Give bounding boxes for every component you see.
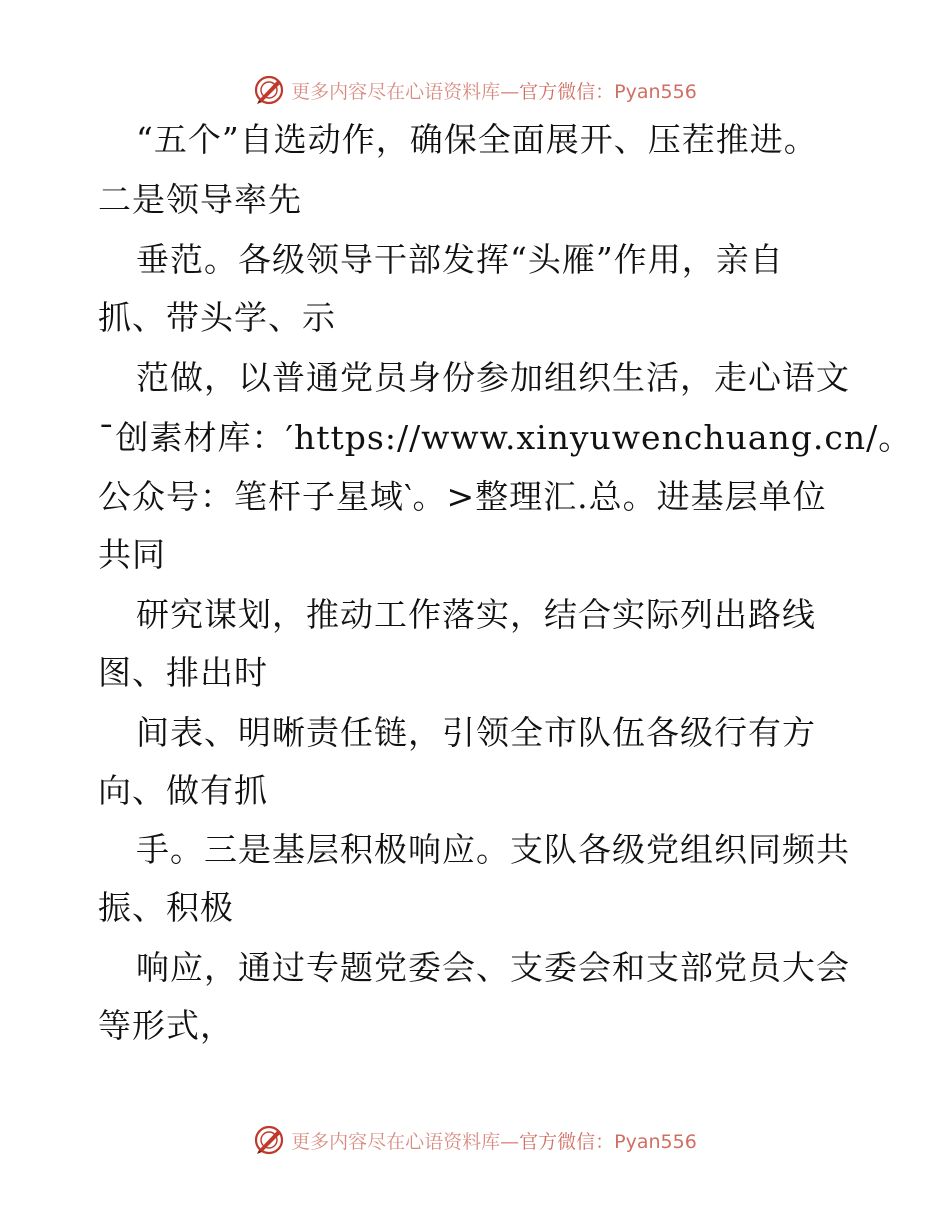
text-line: 垂范。各级领导干部发挥“头雁”作用，亲自 [136, 240, 784, 279]
pen-logo-icon [253, 74, 285, 106]
text-line: 抓、带头学、示 [98, 298, 336, 337]
text-line: 图、排出时 [98, 653, 268, 692]
wechat-id: 官方微信：Pyan556 [519, 1130, 697, 1153]
text-line: 公众号：笔杆子星域‵。>整理汇.总。进基层单位 [98, 477, 827, 516]
banner-text: 更多内容尽在心语资料库—官方微信：Pyan556 [291, 80, 697, 103]
text-line: 响应，通过专题党委会、支委会和支部党员大会 [136, 948, 850, 987]
text-line: 共同 [98, 535, 166, 574]
text-line: ¯创素材库：′https://www.xinyuwenchuang.cn/。 [98, 418, 913, 457]
text-line: 范做，以普通党员身份参加组织生活，走心语文 [136, 358, 850, 397]
text-line: 等形式， [98, 1006, 234, 1045]
text-line: 向、做有抓 [98, 771, 268, 810]
text-line: 间表、明晰责任链，引领全市队伍各级行有方 [136, 713, 816, 752]
pen-logo-icon [253, 1124, 285, 1156]
text-line: 振、积极 [98, 888, 234, 927]
wechat-id: 官方微信：Pyan556 [519, 80, 697, 103]
text-line: “五个”自选动作，确保全面展开、压茬推进。 [136, 120, 818, 159]
header-banner [0, 70, 950, 110]
footer-banner [0, 1120, 950, 1160]
text-line: 手。三是基层积极响应。支队各级党组织同频共 [136, 830, 850, 869]
text-line: 二是领导率先 [98, 180, 302, 219]
banner-text: 更多内容尽在心语资料库—官方微信：Pyan556 [291, 1130, 697, 1153]
text-line: 研究谋划，推动工作落实，结合实际列出路线 [136, 595, 816, 634]
